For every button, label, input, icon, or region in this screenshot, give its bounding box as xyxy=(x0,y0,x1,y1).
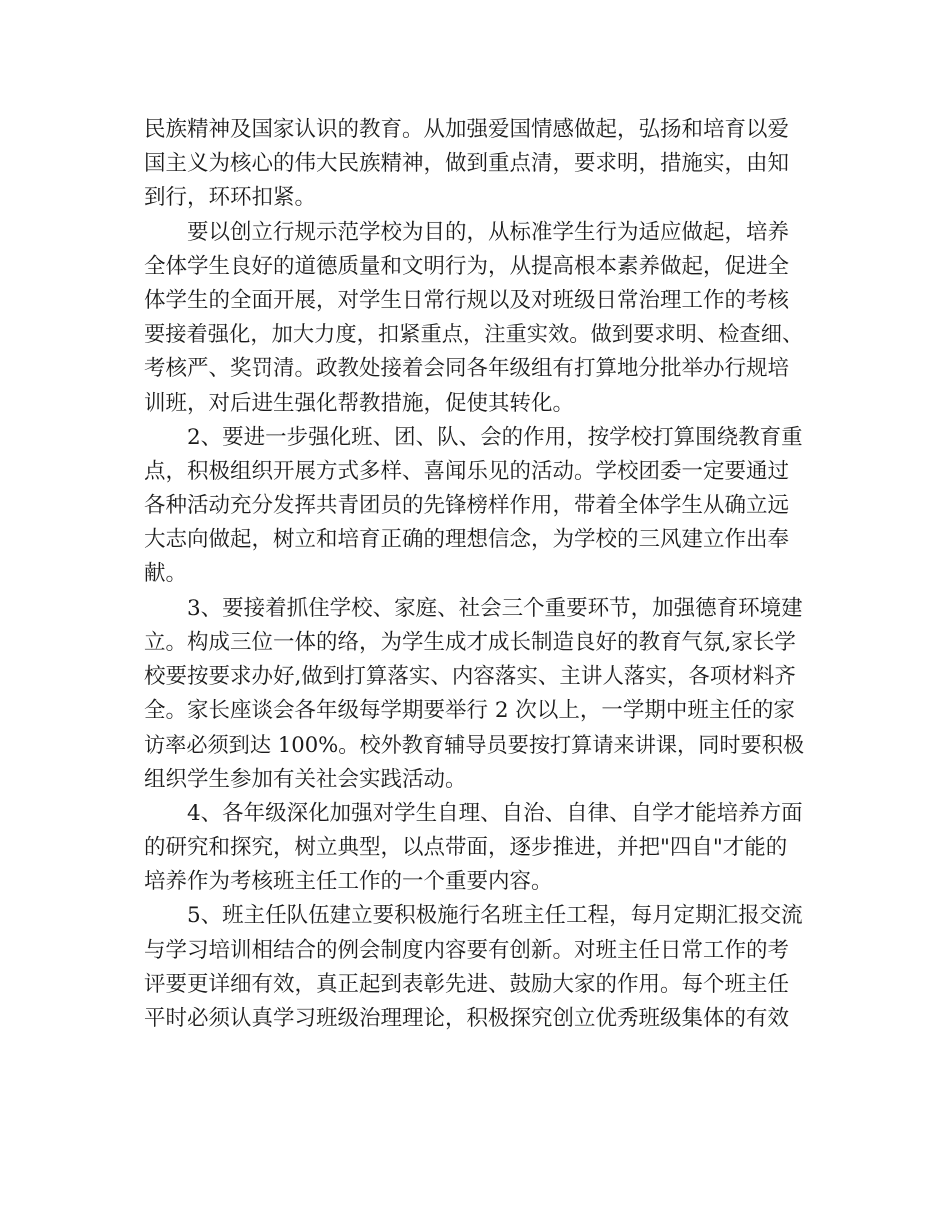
text-line: 评要更详细有效，真正起到表彰先进、鼓励大家的作用。每个班主任 xyxy=(144,971,790,997)
text-line: 3、要接着抓住学校、家庭、社会三个重要环节，加强德育环境建 xyxy=(187,595,803,621)
text-line: 到行，环环扣紧。 xyxy=(144,185,317,211)
text-line: 立。构成三位一体的络，为学生成才成长制造良好的教育气氛,家长学 xyxy=(144,629,796,655)
text-line: 组织学生参加有关社会实践活动。 xyxy=(144,766,467,792)
text-line: 培养作为考核班主任工作的一个重要内容。 xyxy=(144,869,553,895)
text-line: 平时必须认真学习班级治理理论，积极探究创立优秀班级集体的有效 xyxy=(144,1005,790,1031)
document-body xyxy=(144,113,804,1036)
text-line: 要接着强化，加大力度，扣紧重点，注重实效。做到要求明、检查细、 xyxy=(144,322,804,348)
text-line: 的研究和探究，树立典型，以点带面，逐步推进，并把"四自"才能的 xyxy=(144,834,788,860)
text-line: 点，积极组织开展方式多样、喜闻乐见的活动。学校团委一定要通过 xyxy=(144,458,790,484)
text-line: 4、各年级深化加强对学生自理、自治、自律、自学才能培养方面 xyxy=(187,800,803,826)
text-line: 国主义为核心的伟大民族精神，做到重点清，要求明，措施实，由知 xyxy=(144,151,790,177)
text-line: 要以创立行规示范学校为目的，从标准学生行为适应做起，培养 xyxy=(187,219,790,245)
text-line: 献。 xyxy=(144,561,188,587)
text-line: 校要按要求办好,做到打算落实、内容落实、主讲人落实，各项材料齐 xyxy=(144,664,796,689)
text-line: 与学习培训相结合的例会制度内容要有创新。对班主任日常工作的考 xyxy=(144,937,790,963)
text-line: 各种活动充分发挥共青团员的先锋榜样作用，带着全体学生从确立远 xyxy=(144,493,790,519)
text-line: 全体学生良好的道德质量和文明行为，从提高根本素养做起，促进全 xyxy=(144,253,790,279)
text-line: 训班，对后进生强化帮教措施，促使其转化。 xyxy=(144,390,575,416)
text-line: 大志向做起，树立和培育正确的理想信念，为学校的三风建立作出奉 xyxy=(144,527,790,553)
text-line: 考核严、奖罚清。政教处接着会同各年级组有打算地分批举办行规培 xyxy=(144,356,790,382)
text-line: 5、班主任队伍建立要积极施行名班主任工程，每月定期汇报交流 xyxy=(187,903,803,929)
text-line: 访率必须到达 100%。校外教育辅导员要按打算请来讲课，同时要积极 xyxy=(144,732,805,758)
text-line: 民族精神及国家认识的教育。从加强爱国情感做起，弘扬和培育以爱 xyxy=(144,117,790,142)
text-line: 全。家长座谈会各年级每学期要举行 2 次以上，一学期中班主任的家 xyxy=(144,698,795,724)
text-line: 2、要进一步强化班、团、队、会的作用，按学校打算围绕教育重 xyxy=(187,424,803,450)
text-line: 体学生的全面开展，对学生日常行规以及对班级日常治理工作的考核 xyxy=(144,287,790,313)
